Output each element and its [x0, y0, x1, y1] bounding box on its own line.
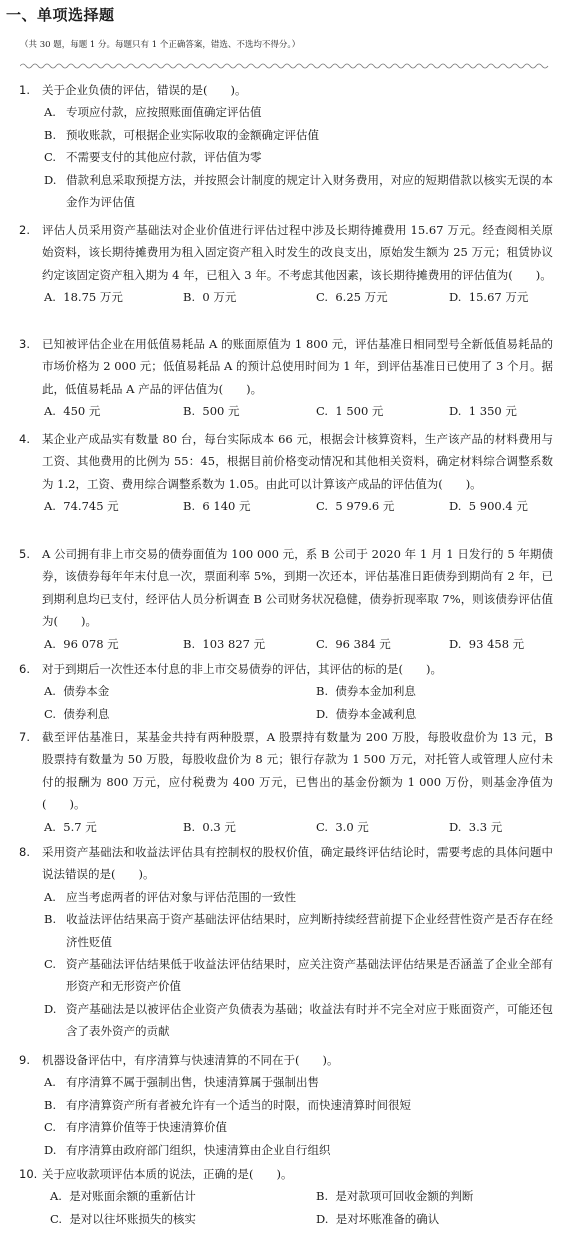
- option-b[interactable]: B. 103 827 元: [183, 636, 266, 651]
- question-number: 9.: [19, 1053, 30, 1067]
- question-number: 3.: [19, 337, 30, 351]
- question-text: 已知被评估企业在用低值易耗品 A 的账面原值为 1 800 元，评估基准日相同型号全新低值易耗品的市场价格为 2 000 元；低值易耗品 A 的预计总使用时间为 1 年，到评估基准日已使用了 3 个月。据此，低值易耗品 A 产品的评估值为( )。: [42, 337, 553, 396]
- question-number: 6.: [19, 662, 30, 676]
- option-a[interactable]: A. 5.7 元: [44, 819, 97, 834]
- question-3: [0, 333, 567, 423]
- option-a[interactable]: A. 是对账面余额的重新估计: [50, 1189, 196, 1204]
- question-4: [0, 428, 567, 518]
- option-c[interactable]: C. 3.0 元: [316, 819, 369, 834]
- options-row: [0, 680, 567, 702]
- question-stem: [0, 333, 567, 400]
- question-2: [0, 219, 567, 309]
- option-a[interactable]: A. 450 元: [44, 404, 101, 419]
- question-stem: [0, 543, 567, 633]
- option-c[interactable]: C. 是对以往坏账损失的核实: [50, 1211, 196, 1226]
- option-b[interactable]: B. 预收账款，可根据企业实际收取的金额确定评估值: [44, 127, 319, 142]
- option-d[interactable]: D. 15.67 万元: [449, 290, 529, 305]
- question-stem: [0, 841, 567, 886]
- question-text: 机器设备评估中，有序清算与快速清算的不同在于( )。: [42, 1053, 339, 1067]
- option-d[interactable]: D. 3.3 元: [449, 819, 503, 834]
- question-5: [0, 543, 567, 655]
- option-a[interactable]: A. 74.745 元: [44, 499, 119, 514]
- option-a[interactable]: A. 债券本金: [44, 684, 110, 699]
- options-row: [0, 495, 567, 517]
- option-b[interactable]: B. 是对款项可回收金额的判断: [316, 1189, 474, 1204]
- options-row: [0, 633, 567, 655]
- option-c[interactable]: C. 96 384 元: [316, 636, 391, 651]
- question-number: 8.: [19, 845, 30, 859]
- section-note: （共 30 题，每题 1 分。每题只有 1 个正确答案，错选、不选均不得分。）: [20, 40, 301, 50]
- option-b[interactable]: B. 500 元: [183, 404, 240, 419]
- options-row: [0, 1185, 567, 1207]
- option-c[interactable]: C. 有序清算价值等于快速清算价值: [44, 1120, 227, 1135]
- option-a[interactable]: A. 应当考虑两者的评估对象与评估范围的一致性: [44, 889, 296, 904]
- option-a[interactable]: A. 18.75 万元: [44, 290, 123, 305]
- option-d[interactable]: D. 有序清算由政府部门组织，快速清算由企业自行组织: [44, 1142, 331, 1157]
- options-row: [0, 400, 567, 422]
- option-d[interactable]: D. 借款利息采取预提方法，并按照会计制度的规定计入财务费用，对应的短期借款以核实无误的本金作为评估值: [44, 172, 553, 210]
- question-stem: [0, 428, 567, 495]
- option-d[interactable]: D. 债券本金减利息: [316, 706, 417, 721]
- option-c[interactable]: C. 5 979.6 元: [316, 499, 395, 514]
- question-9: [0, 1049, 567, 1161]
- option-b[interactable]: B. 0.3 元: [183, 819, 236, 834]
- question-text: 采用资产基础法和收益法评估具有控制权的股权价值，确定最终评估结论时，需要考虑的具体问题中说法错误的是( )。: [42, 845, 553, 882]
- question-text: 关于应收款项评估本质的说法，正确的是( )。: [42, 1167, 293, 1181]
- question-number: 10.: [19, 1167, 38, 1181]
- question-number: 7.: [19, 730, 30, 744]
- wavy-divider: [20, 61, 550, 71]
- question-stem: [0, 658, 567, 680]
- question-8: [0, 841, 567, 1043]
- question-7: [0, 726, 567, 838]
- options-row: [0, 816, 567, 838]
- question-text: A 公司拥有非上市交易的债券面值为 100 000 元，系 B 公司于 2020 年 1 月 1 日发行的 5 年期债券，该债券每年年末付息一次，票面利率 5%，到期一次还本，评估基准日距债券到期尚有 2 年，已到期利息均已支付，经评估人员分析调查 B 公司财务状况稳健，债券折现率取 7%，则该债券评估值为( )。: [42, 547, 553, 629]
- option-a[interactable]: A. 有序清算不属于强制出售，快速清算属于强制出售: [44, 1075, 319, 1090]
- option-b[interactable]: B. 6 140 元: [183, 499, 251, 514]
- option-d[interactable]: D. 资产基础法是以被评估企业资产负债表为基础；收益法有时并不完全对应于账面资产，可能还包含了表外资产的贡献: [44, 1001, 553, 1039]
- option-d[interactable]: D. 5 900.4 元: [449, 499, 528, 514]
- question-stem: [0, 219, 567, 286]
- options-row: [0, 1208, 567, 1230]
- option-b[interactable]: B. 0 万元: [183, 290, 237, 305]
- question-number: 2.: [19, 223, 30, 237]
- question-text: 评估人员采用资产基础法对企业价值进行评估过程中涉及长期待摊费用 15.67 万元。经查阅相关原始资料，该长期待摊费用为租入固定资产租入时发生的改良支出，原始发生额为 25 万元；租赁协议约定该固定资产租入期为 4 年，已租入 3 年。不考虑其他因素，该长期待摊费用的评估值为( )。: [42, 223, 553, 282]
- question-stem: [0, 1163, 567, 1185]
- question-stem: [0, 726, 567, 816]
- option-d[interactable]: D. 是对坏账准备的确认: [316, 1211, 440, 1226]
- options-row: [0, 286, 567, 308]
- option-c[interactable]: C. 债券利息: [44, 706, 110, 721]
- option-b[interactable]: B. 有序清算资产所有者被允许有一个适当的时限，而快速清算时间很短: [44, 1097, 411, 1112]
- option-c[interactable]: C. 6.25 万元: [316, 290, 388, 305]
- question-text: 截至评估基准日，某基金共持有两种股票，A 股票持有数量为 200 万股，每股收盘价为 13 元，B 股票持有数量为 50 万股，每股收盘价为 8 元；银行存款为 1 500 万元，对托管人或管理人应付未付的报酬为 800 万元，应付税费为 400 万元，已售出的基金份额为 1 000 万份，则基金净值为( )。: [42, 730, 553, 812]
- option-a[interactable]: A. 96 078 元: [44, 636, 119, 651]
- question-text: 某企业产成品实有数量 80 台，每台实际成本 66 元，根据会计核算资料，生产该产品的材料费用与工资、其他费用的比例为 55：45，根据目前价格变动情况和其他相关资料，确定材料综合调整系数为 1.2，工资、费用综合调整系数为 1.05。由此可以计算该产成品的评估值为( )。: [42, 432, 553, 491]
- section-title: 一、单项选择题: [6, 6, 115, 24]
- option-b[interactable]: B. 债券本金加利息: [316, 684, 416, 699]
- question-number: 1.: [19, 83, 30, 97]
- question-6: [0, 658, 567, 725]
- question-number: 4.: [19, 432, 30, 446]
- option-d[interactable]: D. 1 350 元: [449, 404, 517, 419]
- question-number: 5.: [19, 547, 30, 561]
- question-10: [0, 1163, 567, 1230]
- option-b[interactable]: B. 收益法评估结果高于资产基础法评估结果时，应判断持续经营前提下企业经营性资产是否存在经济性贬值: [44, 912, 553, 949]
- question-text: 对于到期后一次性还本付息的非上市交易债券的评估，其评估的标的是( )。: [42, 662, 442, 676]
- option-c[interactable]: C. 1 500 元: [316, 404, 384, 419]
- option-c[interactable]: C. 资产基础法评估结果低于收益法评估结果时，应关注资产基础法评估结果是否涵盖了企业全部有形资产和无形资产价值: [44, 957, 553, 994]
- option-a[interactable]: A. 专项应付款，应按照账面值确定评估值: [44, 105, 262, 120]
- question-stem: [0, 1049, 567, 1071]
- options-row: [0, 703, 567, 725]
- question-text: 关于企业负债的评估，错误的是( )。: [42, 83, 247, 97]
- option-c[interactable]: C. 不需要支付的其他应付款，评估值为零: [44, 150, 262, 165]
- option-d[interactable]: D. 93 458 元: [449, 636, 525, 651]
- question-stem: [0, 79, 567, 101]
- question-1: [0, 79, 567, 213]
